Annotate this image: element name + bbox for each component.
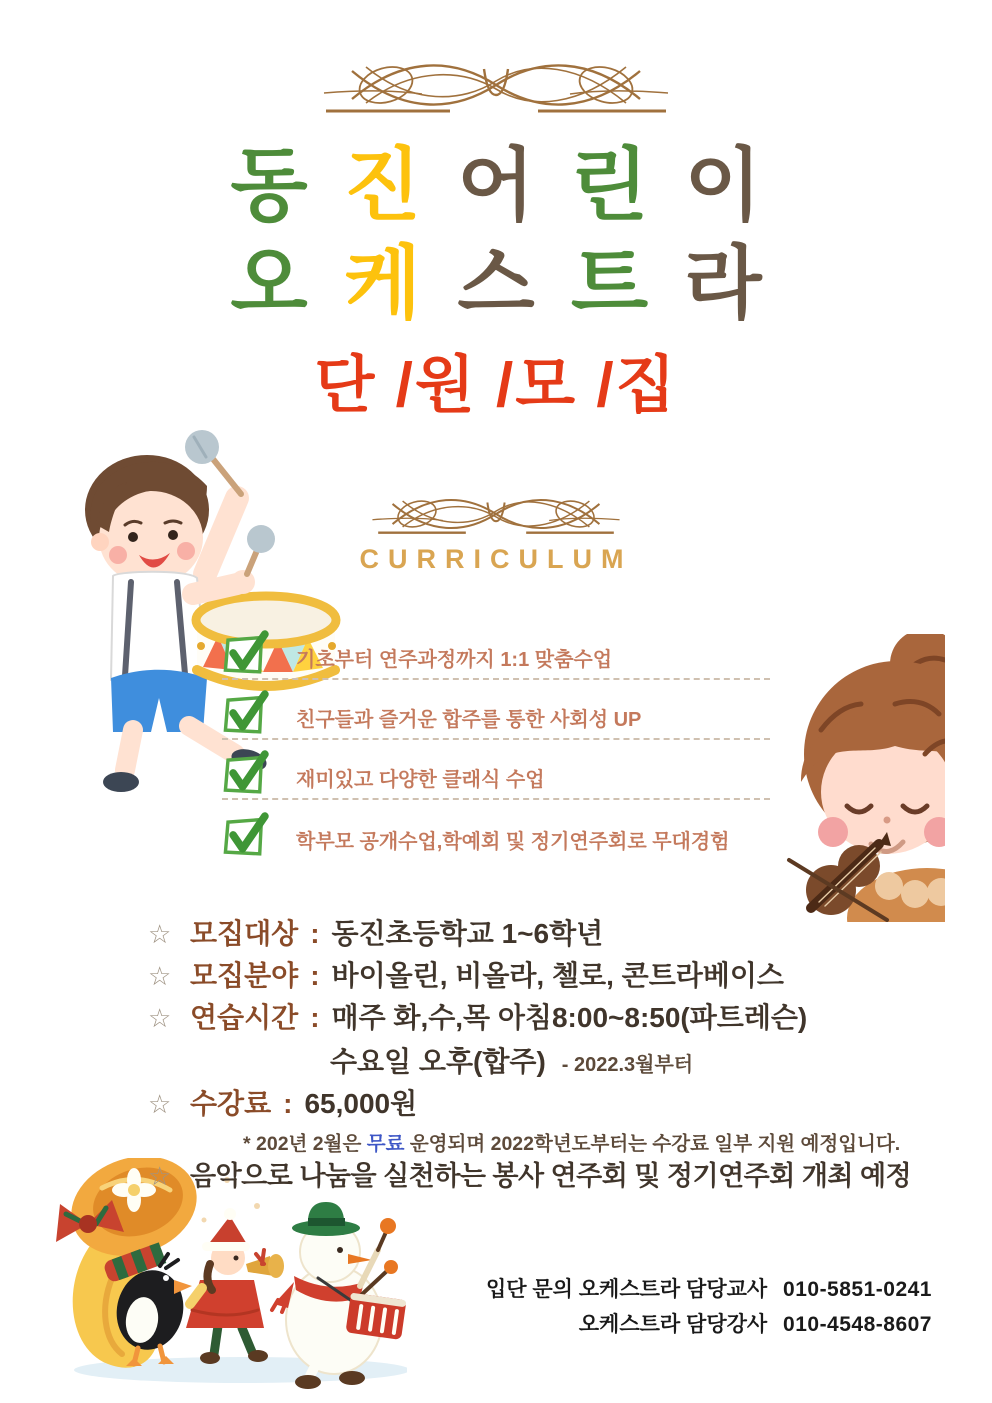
marching-band-illustration <box>42 1158 407 1400</box>
girl-violinist-illustration <box>775 634 945 922</box>
info-extra-text: 음악으로 나눔을 실천하는 봉사 연주회 및 정기연주회 개최 예정 <box>190 1161 912 1191</box>
info-row-extra <box>148 1154 911 1193</box>
info-label: 모집분야 <box>190 960 299 991</box>
title-char: 어 <box>457 141 535 230</box>
checkbox-checked-icon <box>222 687 270 739</box>
title-char: 트 <box>570 239 649 328</box>
info-colon: : <box>310 1002 320 1033</box>
checkbox-checked-icon <box>222 747 270 799</box>
contact-line <box>486 1272 932 1307</box>
info-colon: : <box>283 1088 293 1119</box>
info-row-fee <box>148 1082 417 1122</box>
title-char: 라 <box>684 239 762 328</box>
fee-note-highlight: 무료 <box>366 1133 405 1155</box>
fee-note-suffix: 운영되며 2022학년도부터는 수강료 일부 지원 예정입니다. <box>404 1133 901 1155</box>
fee-note-prefix: * 202년 2월은 <box>243 1133 367 1155</box>
curriculum-item-label: 친구들과 즐거운 합주를 통한 사회성 UP <box>296 708 642 731</box>
checkbox-checked-icon <box>222 809 270 861</box>
title-char: 린 <box>570 141 649 230</box>
star-bullet-icon: ☆ <box>148 1089 172 1119</box>
boy-drummer-illustration <box>55 424 347 798</box>
curriculum-item <box>222 636 770 680</box>
title-char: 케 <box>343 239 422 328</box>
poster-title-line2 <box>0 239 992 328</box>
info-value: 매주 화,수,목 아침8:00~8:50(파트레슨) <box>331 1002 808 1033</box>
info-row-fields <box>148 954 784 994</box>
poster-title-line1 <box>0 141 992 230</box>
info-value: 65,000원 <box>304 1088 418 1119</box>
contact-role: 입단 문의 오케스트라 담당교사 <box>485 1278 768 1301</box>
flourish-ornament-curriculum <box>371 492 621 536</box>
title-char: 오 <box>230 239 308 328</box>
contact-role: 오케스트라 담당강사 <box>578 1313 768 1336</box>
star-bullet-icon: ☆ <box>148 1003 172 1033</box>
title-char: 동 <box>230 141 308 230</box>
curriculum-item-label: 학부모 공개수업,학예회 및 정기연주회로 무대경험 <box>296 830 730 853</box>
info-value: 동진초등학교 1~6학년 <box>331 918 604 949</box>
curriculum-heading: CURRICULUM <box>359 544 633 574</box>
curriculum-item-label: 기초부터 연주과정까지 1:1 맞춤수업 <box>296 648 613 671</box>
contact-phone: 010-5851-0241 <box>783 1278 932 1301</box>
info-colon: : <box>310 960 320 991</box>
flourish-ornament-top <box>322 55 670 115</box>
title-char: 이 <box>684 141 762 230</box>
info-colon: : <box>310 918 320 949</box>
contact-phone: 010-4548-8607 <box>783 1313 932 1336</box>
info-label: 연습시간 <box>190 1002 299 1033</box>
info-label: 수강료 <box>190 1088 272 1119</box>
schedule-line2-note: - 2022.3월부터 <box>561 1054 694 1076</box>
checkbox-checked-icon <box>222 627 270 679</box>
curriculum-item <box>222 756 770 800</box>
schedule-line2-text: 수요일 오후(합주) <box>330 1046 546 1077</box>
contact-line <box>486 1307 932 1342</box>
curriculum-item-label: 재미있고 다양한 클래식 수업 <box>296 768 545 791</box>
info-value: 바이올린, 비올라, 첼로, 콘트라베이스 <box>331 960 784 991</box>
title-char: 스 <box>457 239 535 328</box>
info-row-schedule <box>148 996 807 1036</box>
title-char: 진 <box>343 141 422 230</box>
info-row-schedule-line2 <box>330 1040 693 1080</box>
fee-note <box>243 1128 900 1156</box>
curriculum-item <box>222 696 770 740</box>
star-bullet-icon: ☆ <box>148 961 172 991</box>
star-bullet-icon: ☆ <box>148 1161 172 1191</box>
curriculum-item <box>222 818 770 860</box>
contact-block <box>486 1272 932 1342</box>
recruitment-subtitle: 단 /원 /모 /집 <box>314 351 678 420</box>
info-row-target <box>148 912 603 952</box>
star-bullet-icon: ☆ <box>148 919 172 949</box>
info-label: 모집대상 <box>190 918 299 949</box>
